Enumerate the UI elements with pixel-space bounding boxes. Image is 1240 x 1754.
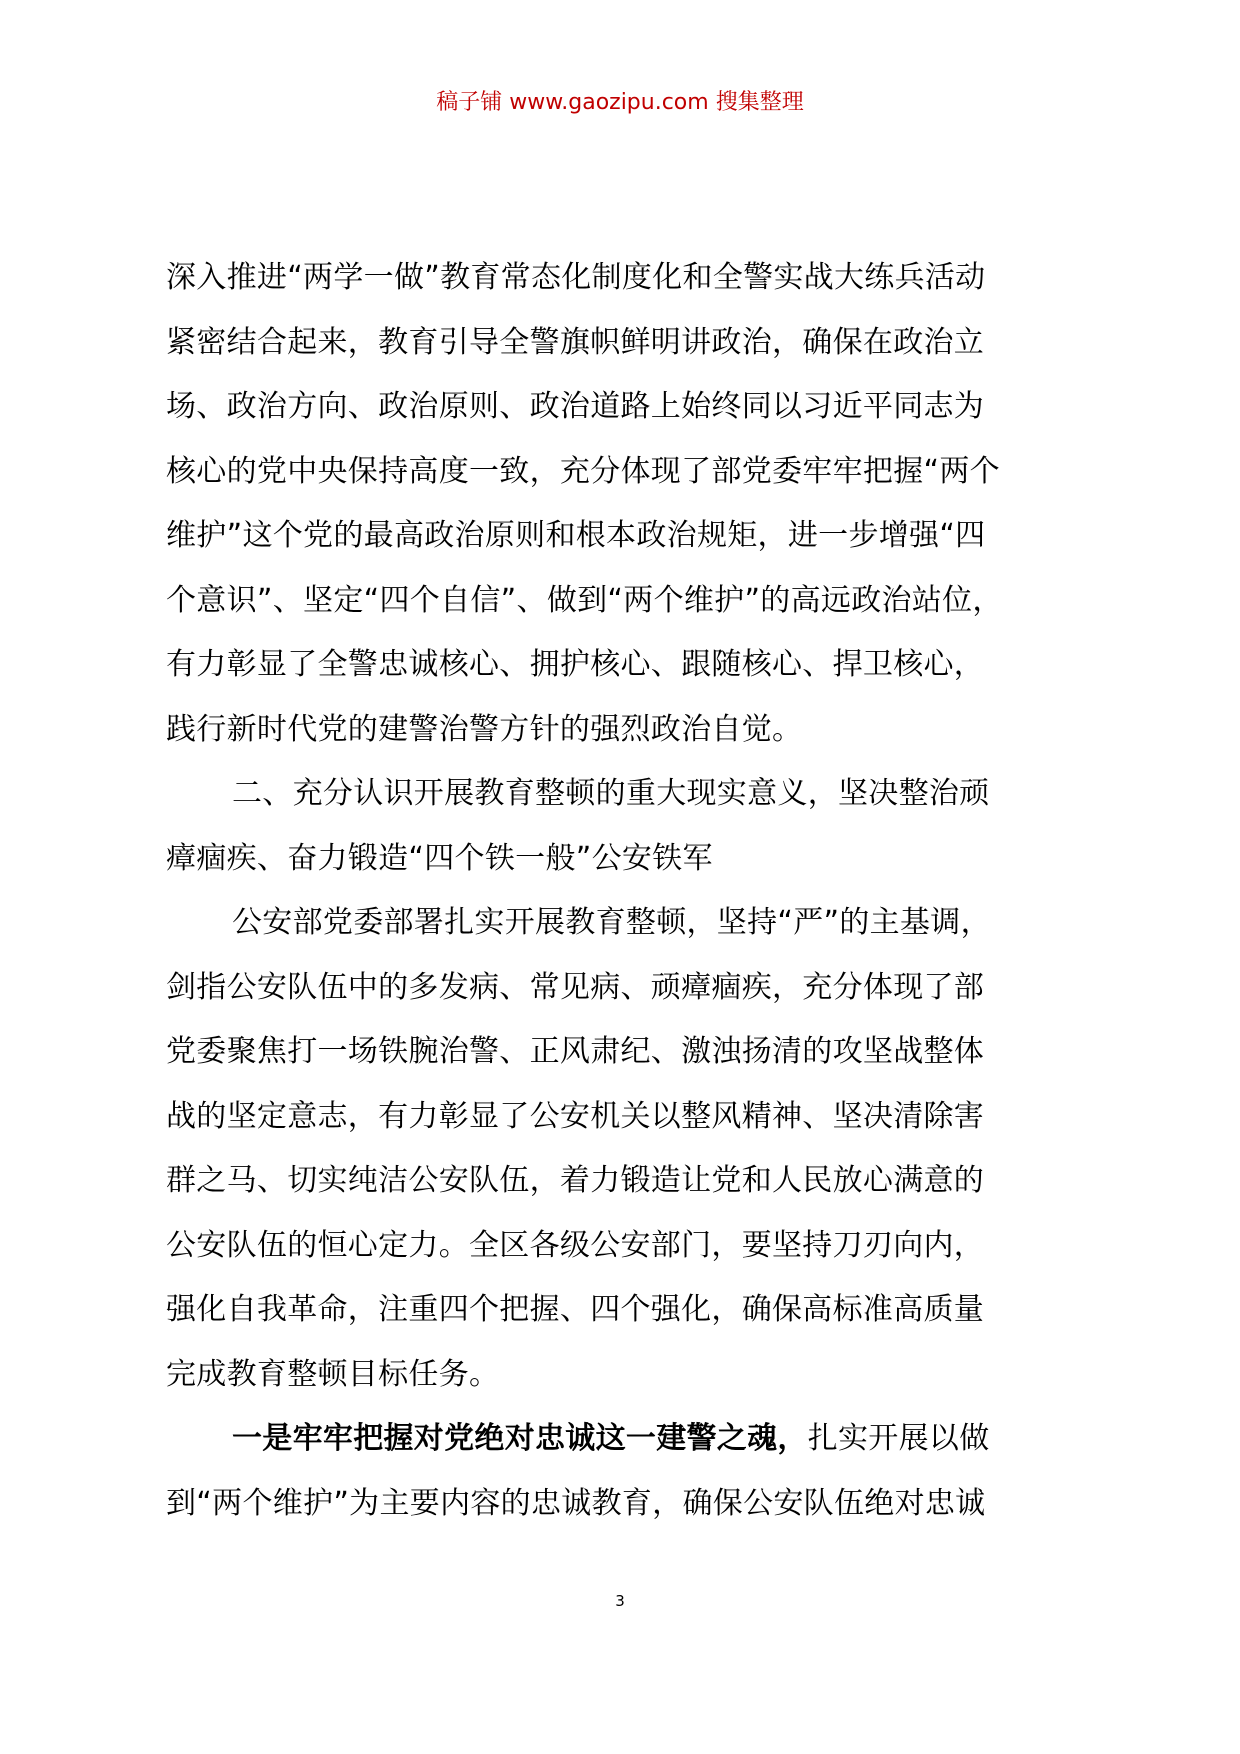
paragraph-line-text: 公安部党委部署扎实开展教育整顿，坚持“严”的主基调， (232, 905, 991, 940)
text-line (166, 762, 1084, 827)
paragraph-4 (166, 1407, 1084, 1536)
text-line: 维护”这个党的最高政治原则和根本政治规矩，进一步增强“四 (166, 518, 986, 553)
document-body (166, 246, 1084, 1536)
heading-line-text: 二、充分认识开展教育整顿的重大现实意义，坚决整治顽 (232, 776, 990, 811)
text-line: 剑指公安队伍中的多发病、常见病、顽瘴痼疾，充分体现了部 (166, 969, 985, 1005)
text-line: 核心的党中央保持高度一致，充分体现了部党委牢牢把握“两个 (166, 453, 1000, 489)
section-heading-2 (166, 762, 1084, 891)
text-line: 个意识”、坚定“四个自信”、做到“两个维护”的高远政治站位， (166, 582, 1003, 618)
text-line: 瘴痼疾、奋力锻造“四个铁一般”公安铁军 (166, 840, 713, 876)
paragraph-line-text: 扎实开展以做 (807, 1421, 990, 1456)
text-line (166, 891, 1084, 956)
text-line: 战的坚定意志，有力彰显了公安机关以整风精神、坚决清除害 (166, 1098, 985, 1134)
text-line: 场、政治方向、政治原则、政治道路上始终同以习近平同志为 (166, 389, 985, 424)
text-line: 深入推进“两学一做”教育常态化制度化和全警实战大练兵活动 (166, 260, 986, 295)
text-line: 强化自我革命，注重四个把握、四个强化，确保高标准高质量 (166, 1292, 985, 1327)
text-line: 党委聚焦打一场铁腕治警、正风肃纪、激浊扬清的攻坚战整体 (166, 1034, 985, 1069)
text-line: 到“两个维护”为主要内容的忠诚教育，确保公安队伍绝对忠诚 (166, 1485, 986, 1521)
text-line: 紧密结合起来，教育引导全警旗帜鲜明讲政治，确保在政治立 (166, 324, 985, 360)
text-line: 完成教育整顿目标任务。 (166, 1356, 500, 1392)
page-header: 稿子铺 www.gaozipu.com 搜集整理 (436, 90, 804, 115)
bold-lead-text: 一是牢牢把握对党绝对忠诚这一建警之魂， (232, 1421, 808, 1456)
text-line (166, 1407, 1084, 1472)
text-line: 践行新时代党的建警治警方针的强烈政治自觉。 (166, 711, 803, 747)
text-line: 公安队伍的恒心定力。全区各级公安部门，要坚持刀刃向内， (166, 1227, 985, 1263)
text-line: 群之马、切实纯洁公安队伍，着力锻造让党和人民放心满意的 (166, 1163, 985, 1198)
paragraph-1 (166, 246, 1084, 762)
text-line: 有力彰显了全警忠诚核心、拥护核心、跟随核心、捍卫核心， (166, 647, 985, 682)
paragraph-3 (166, 891, 1084, 1407)
page-number: 3 (615, 1592, 625, 1610)
